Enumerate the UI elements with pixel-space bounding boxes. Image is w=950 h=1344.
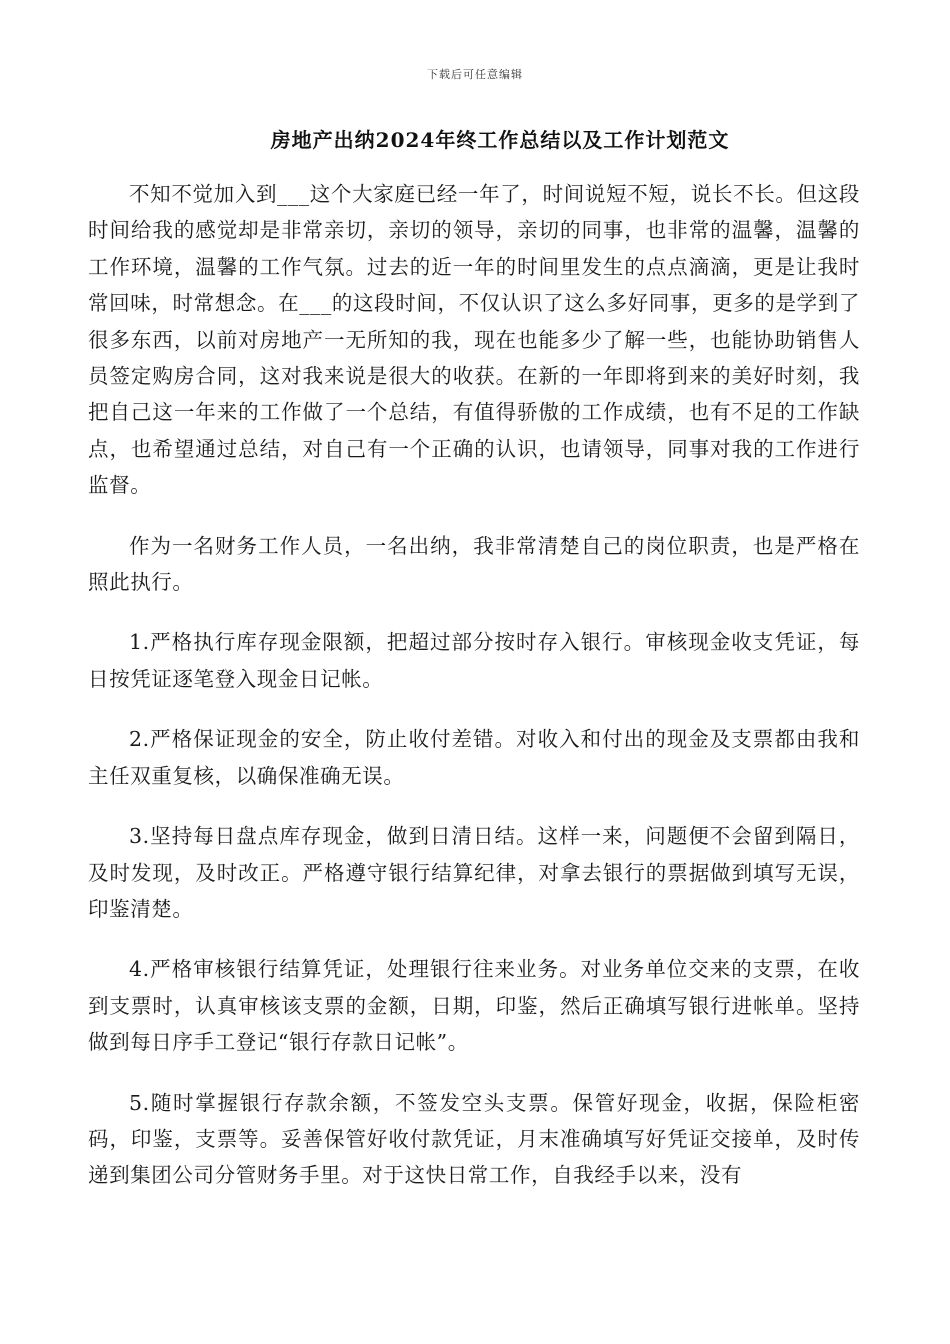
paragraph-item-4: 4.严格审核银行结算凭证，处理银行往来业务。对业务单位交来的支票，在收到支票时，认真审核该支票的金额，日期，印鉴，然后正确填写银行进帐单。坚持做到每日序手工登记“银行存款日记帐”。 <box>88 957 860 1055</box>
paragraph-item-5: 5.随时掌握银行存款余额，不签发空头支票。保管好现金，收据，保险柜密码，印鉴，支票等。妥善保管好收付款凭证，月末准确填写好凭证交接单，及时传递到集团公司分管财务手里。对于这快日常工作，自我经手以来，没有 <box>88 1090 860 1188</box>
paragraph-intro: 不知不觉加入到___这个大家庭已经一年了，时间说短不短，说长不长。但这段时间给我的感觉却是非常亲切，亲切的领导，亲切的同事，也非常的温馨，温馨的工作环境，温馨的工作气氛。过去的近一年的时间里发生的点点滴滴，更是让我时常回味，时常想念。在___的这段时间，不仅认识了这么多好同事，更多的是学到了很多东西，以前对房地产一无所知的我，现在也能多少了解一些，也能协助销售人员签定购房合同，这对我来说是很大的收获。在新的一年即将到来的美好时刻，我把自己这一年来的工作做了一个总结，有值得骄傲的工作成绩，也有不足的工作缺点，也希望通过总结，对自己有一个正确的认识，也请领导，同事对我的工作进行监督。 <box>88 182 860 498</box>
document-body <box>88 176 860 1218</box>
header-note: 下载后可任意编辑 <box>427 68 523 81</box>
paragraph-item-1: 1.严格执行库存现金限额，把超过部分按时存入银行。审核现金收支凭证，每日按凭证逐笔登入现金日记帐。 <box>88 630 860 691</box>
paragraph-item-2: 2.严格保证现金的安全，防止收付差错。对收入和付出的现金及支票都由我和主任双重复核，以确保准确无误。 <box>88 727 860 788</box>
document-title: 房地产出纳2024年终工作总结以及工作计划范文 <box>270 128 730 152</box>
paragraph-item-3: 3.坚持每日盘点库存现金，做到日清日结。这样一来，问题便不会留到隔日，及时发现，及时改正。严格遵守银行结算纪律，对拿去银行的票据做到填写无误，印鉴清楚。 <box>88 824 860 921</box>
paragraph-duties: 作为一名财务工作人员，一名出纳，我非常清楚自己的岗位职责，也是严格在照此执行。 <box>88 533 860 595</box>
